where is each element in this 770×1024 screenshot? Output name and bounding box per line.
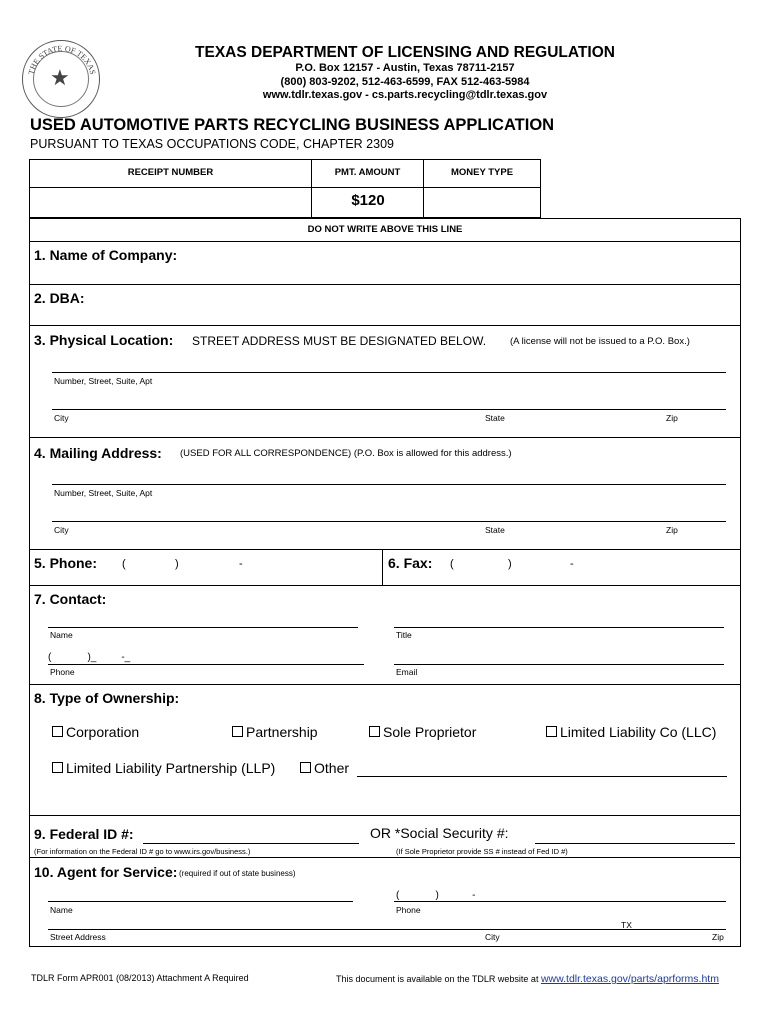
- ownership-label: 8. Type of Ownership:: [34, 690, 180, 706]
- mailing-street-caption: Number, Street, Suite, Apt: [54, 488, 153, 498]
- physical-zip-caption: Zip: [666, 413, 678, 423]
- mailing-address-note: (USED FOR ALL CORRESPONDENCE) (P.O. Box is allowed for this address.): [180, 448, 512, 459]
- physical-location-note: (A license will not be issued to a P.O. Box.): [510, 336, 690, 347]
- agent-address-line[interactable]: [48, 929, 726, 930]
- option-other[interactable]: Other: [300, 760, 349, 776]
- agent-zip-caption: Zip: [712, 932, 724, 942]
- agent-label: 10. Agent for Service:: [34, 864, 178, 880]
- agent-phone-mask[interactable]: ( ) -: [396, 890, 476, 901]
- agency-phones: (800) 803-9202, 512-463-6599, FAX 512-463-5984: [280, 75, 530, 88]
- contact-title-line[interactable]: [394, 627, 724, 628]
- form-title: USED AUTOMOTIVE PARTS RECYCLING BUSINESS APPLICATION: [30, 116, 555, 134]
- seal-text: THE STATE OF TEXAS: [26, 43, 98, 76]
- contact-title-caption: Title: [396, 630, 412, 640]
- option-llp[interactable]: Limited Liability Partnership (LLP): [52, 760, 275, 776]
- contact-email-caption: Email: [396, 667, 418, 677]
- receipt-number-label: RECEIPT NUMBER: [127, 167, 214, 178]
- company-name-label: 1. Name of Company:: [34, 247, 178, 263]
- option-llc[interactable]: Limited Liability Co (LLC): [546, 724, 716, 740]
- contact-label: 7. Contact:: [34, 591, 107, 607]
- physical-city-caption: City: [54, 413, 69, 423]
- section-agent-for-service: [29, 858, 741, 947]
- star-icon: ★: [50, 65, 70, 90]
- section-federal-id: [29, 816, 741, 858]
- fax-area-open[interactable]: (: [450, 558, 454, 570]
- contact-email-line[interactable]: [394, 664, 724, 665]
- mailing-address-label: 4. Mailing Address:: [34, 445, 162, 461]
- mailing-city-caption: City: [54, 525, 69, 535]
- agent-phone-line[interactable]: [394, 901, 726, 902]
- phone-area-open[interactable]: (: [122, 558, 126, 570]
- agent-city-caption: City: [485, 932, 500, 942]
- section-company-name[interactable]: [29, 242, 741, 285]
- section-contact: [29, 586, 741, 685]
- agency-name: TEXAS DEPARTMENT OF LICENSING AND REGULATION: [195, 44, 615, 61]
- notice-bar: [29, 218, 741, 242]
- section-phone-fax: [29, 550, 741, 586]
- option-corporation[interactable]: Corporation: [52, 724, 139, 740]
- section-mailing-address: [29, 438, 741, 550]
- checkbox-icon[interactable]: [232, 726, 243, 737]
- physical-street-line[interactable]: [52, 372, 726, 373]
- payment-amount-label: PMT. AMOUNT: [334, 167, 401, 178]
- other-ownership-line[interactable]: [357, 776, 727, 777]
- office-use-table: [29, 159, 541, 218]
- checkbox-icon[interactable]: [546, 726, 557, 737]
- receipt-number-cell: [30, 160, 312, 217]
- website-note: [336, 973, 719, 985]
- mailing-city-line[interactable]: [52, 521, 726, 522]
- agency-contact: [120, 62, 690, 103]
- checkbox-icon[interactable]: [52, 726, 63, 737]
- ssn-note: (If Sole Proprietor provide SS # instead of Fed ID #): [396, 847, 568, 856]
- fax-dash[interactable]: -: [570, 558, 574, 570]
- money-type-label: MONEY TYPE: [450, 167, 514, 178]
- fax-area-close[interactable]: ): [508, 558, 512, 570]
- physical-location-label: 3. Physical Location:: [34, 332, 174, 348]
- agent-phone-caption: Phone: [396, 905, 421, 915]
- phone-area-close[interactable]: ): [175, 558, 179, 570]
- fax-label: 6. Fax:: [388, 555, 433, 571]
- federal-id-note: (For information on the Federal ID # go to www.irs.gov/business.): [34, 847, 251, 856]
- do-not-write-notice: DO NOT WRITE ABOVE THIS LINE: [307, 224, 463, 235]
- option-partnership[interactable]: Partnership: [232, 724, 318, 740]
- phone-fax-divider: [382, 550, 383, 585]
- contact-phone-mask[interactable]: ( )_ -_: [48, 652, 131, 663]
- contact-name-caption: Name: [50, 630, 73, 640]
- mailing-zip-caption: Zip: [666, 525, 678, 535]
- physical-street-caption: Number, Street, Suite, Apt: [54, 376, 153, 386]
- agent-name-caption: Name: [50, 905, 73, 915]
- federal-id-label: 9. Federal ID #:: [34, 826, 134, 842]
- agency-web: www.tdlr.texas.gov - cs.parts.recycling@tdlr.texas.gov: [262, 89, 548, 101]
- dba-label: 2. DBA:: [34, 290, 85, 306]
- agency-address: P.O. Box 12157 - Austin, Texas 78711-2157: [295, 62, 515, 74]
- availability-text: This document is available on the TDLR website at: [336, 974, 539, 984]
- physical-location-instruction: STREET ADDRESS MUST BE DESIGNATED BELOW.: [192, 334, 487, 348]
- agent-note: (required if out of state business): [179, 869, 296, 878]
- state-seal: [22, 40, 100, 118]
- mailing-street-line[interactable]: [52, 484, 726, 485]
- ssn-line[interactable]: [535, 843, 735, 844]
- ssn-label: OR *Social Security #:: [370, 825, 509, 841]
- contact-phone-caption: Phone: [50, 667, 75, 677]
- contact-phone-line[interactable]: [48, 664, 364, 665]
- table-divider: [30, 187, 540, 188]
- section-dba[interactable]: [29, 285, 741, 326]
- forms-link[interactable]: www.tdlr.texas.gov/parts/aprforms.htm: [540, 973, 719, 985]
- agent-state-value: TX: [621, 920, 632, 930]
- phone-label: 5. Phone:: [34, 555, 98, 571]
- money-type-cell: [424, 160, 540, 217]
- section-ownership: [29, 685, 741, 816]
- option-sole-proprietor[interactable]: Sole Proprietor: [369, 724, 476, 740]
- agent-name-line[interactable]: [48, 901, 353, 902]
- agent-street-caption: Street Address: [50, 932, 106, 942]
- payment-amount-value: $120: [351, 192, 385, 209]
- phone-dash[interactable]: -: [239, 558, 243, 570]
- physical-state-caption: State: [485, 413, 505, 423]
- checkbox-icon[interactable]: [52, 762, 63, 773]
- contact-name-line[interactable]: [48, 627, 358, 628]
- physical-city-line[interactable]: [52, 409, 726, 410]
- form-subtitle: PURSUANT TO TEXAS OCCUPATIONS CODE, CHAPTER 2309: [30, 137, 394, 151]
- mailing-state-caption: State: [485, 525, 505, 535]
- form-id: TDLR Form APR001 (08/2013) Attachment A Required: [31, 973, 249, 983]
- checkbox-icon[interactable]: [300, 762, 311, 773]
- checkbox-icon[interactable]: [369, 726, 380, 737]
- federal-id-line[interactable]: [143, 843, 359, 844]
- section-physical-location: [29, 326, 741, 438]
